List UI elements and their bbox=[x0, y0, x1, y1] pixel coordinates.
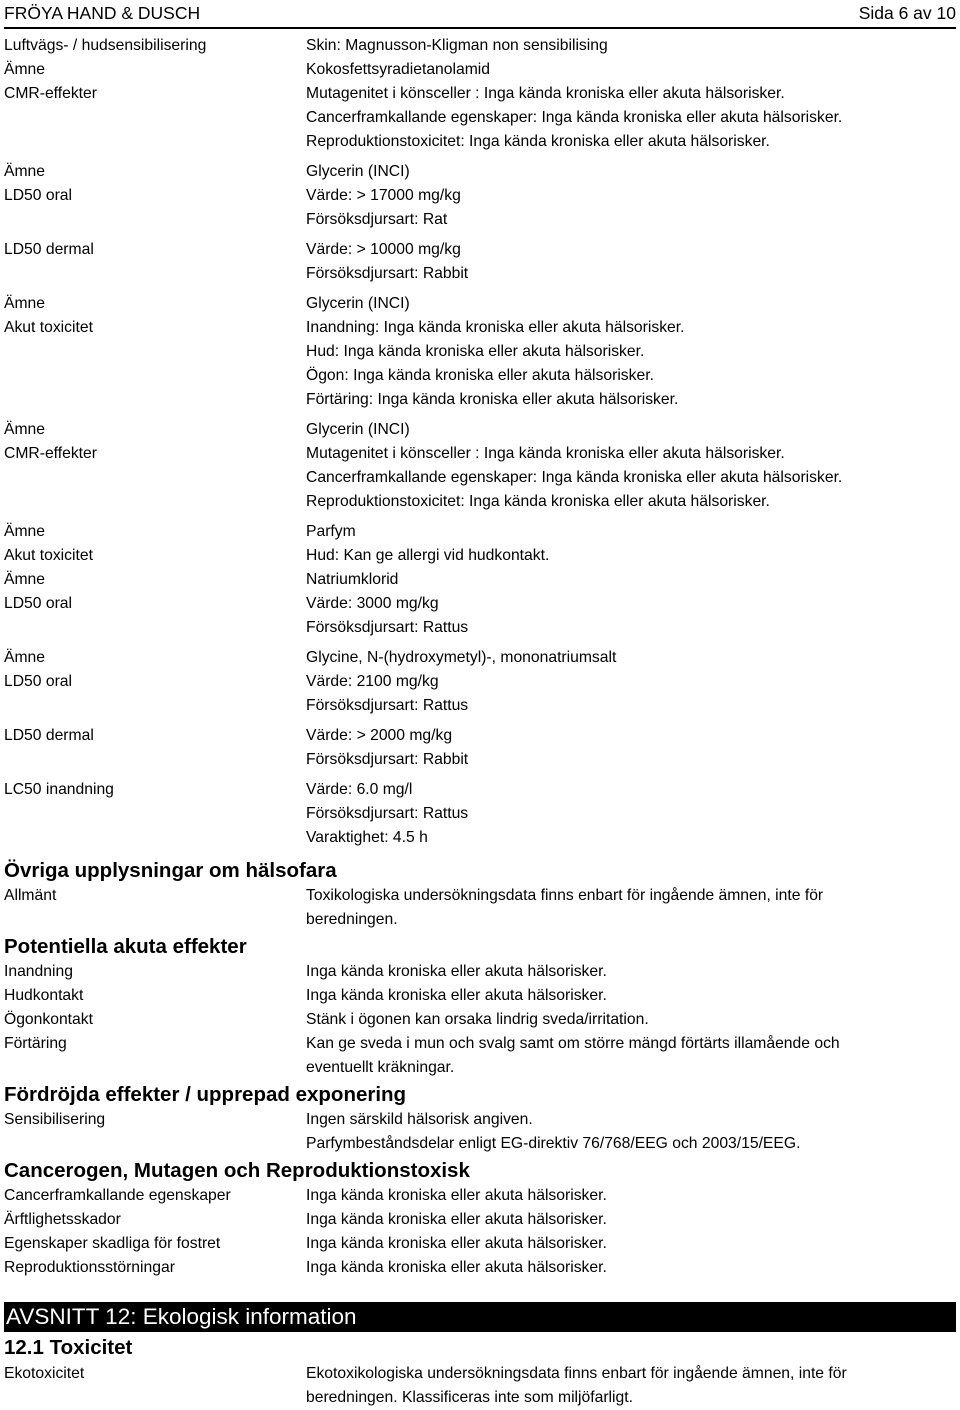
row-value-line: Reproduktionstoxicitet: Inga kända kroniska eller akuta hälsorisker. bbox=[306, 133, 770, 150]
row-value-line: Värde: > 10000 mg/kg bbox=[306, 241, 461, 258]
data-row bbox=[4, 670, 956, 718]
row-label: Cancerframkallande egenskaper bbox=[4, 1187, 231, 1204]
row-value-line: Ögon: Inga kända kroniska eller akuta hälsorisker. bbox=[306, 367, 654, 384]
row-label: Förtäring bbox=[4, 1035, 67, 1052]
row-label: CMR-effekter bbox=[4, 85, 97, 102]
row-value-line: Ekotoxikologiska undersökningsdata finns enbart för ingående ämnen, inte för bbox=[306, 1365, 847, 1382]
section-12-1-title: 12.1 Toxicitet bbox=[4, 1336, 133, 1359]
data-row bbox=[4, 58, 956, 82]
row-values bbox=[306, 1362, 956, 1410]
row-label: Ekotoxicitet bbox=[4, 1365, 85, 1382]
row-label: Ämne bbox=[4, 649, 45, 666]
section-heading-ovriga: Övriga upplysningar om hälsofara bbox=[4, 859, 337, 882]
row-value-line: Inga kända kroniska eller akuta hälsorisker. bbox=[306, 1187, 607, 1204]
row-value-line: Mutagenitet i könsceller : Inga kända kroniska eller akuta hälsorisker. bbox=[306, 445, 785, 462]
row-values bbox=[306, 1032, 956, 1080]
data-row bbox=[4, 1362, 956, 1410]
row-values bbox=[306, 1256, 956, 1280]
row-value-line: Inandning: Inga kända kroniska eller akuta hälsorisker. bbox=[306, 319, 685, 336]
row-value-line: Hud: Inga kända kroniska eller akuta hälsorisker. bbox=[306, 343, 645, 360]
data-row bbox=[4, 568, 956, 592]
row-values bbox=[306, 960, 956, 984]
row-values bbox=[306, 34, 956, 58]
row-value-line: Varaktighet: 4.5 h bbox=[306, 829, 428, 846]
row-value-line: Försöksdjursart: Rattus bbox=[306, 805, 469, 822]
data-row bbox=[4, 544, 956, 568]
data-row bbox=[4, 960, 956, 984]
row-values bbox=[306, 568, 956, 592]
row-label: Ämne bbox=[4, 421, 45, 438]
row-values bbox=[306, 1232, 956, 1256]
row-value-line: Mutagenitet i könsceller : Inga kända kroniska eller akuta hälsorisker. bbox=[306, 85, 785, 102]
row-values bbox=[306, 984, 956, 1008]
row-label: Ämne bbox=[4, 61, 45, 78]
row-label: LD50 oral bbox=[4, 595, 73, 612]
row-label: LD50 dermal bbox=[4, 241, 94, 258]
row-values bbox=[306, 724, 956, 772]
row-value-line: Värde: 2100 mg/kg bbox=[306, 673, 439, 690]
row-values bbox=[306, 670, 956, 718]
document-body bbox=[4, 34, 956, 1410]
data-row bbox=[4, 1208, 956, 1232]
row-values bbox=[306, 520, 956, 544]
row-values bbox=[306, 884, 956, 932]
row-values bbox=[306, 238, 956, 286]
row-value-line: Natriumklorid bbox=[306, 571, 399, 588]
data-row bbox=[4, 1008, 956, 1032]
row-label: Luftvägs- / hudsensibilisering bbox=[4, 37, 207, 54]
row-value-line: Glycine, N-(hydroxymetyl)-, mononatriumsalt bbox=[306, 649, 617, 666]
row-values bbox=[306, 778, 956, 850]
row-label: LC50 inandning bbox=[4, 781, 114, 798]
row-values bbox=[306, 544, 956, 568]
akuta-table bbox=[4, 960, 956, 1080]
row-label: Allmänt bbox=[4, 887, 57, 904]
row-value-line: Inga kända kroniska eller akuta hälsorisker. bbox=[306, 987, 607, 1004]
toxicology-table bbox=[4, 34, 956, 856]
row-values bbox=[306, 592, 956, 640]
row-value-line: Cancerframkallande egenskaper: Inga kända kroniska eller akuta hälsorisker. bbox=[306, 109, 843, 126]
row-value-line: Hud: Kan ge allergi vid hudkontakt. bbox=[306, 547, 550, 564]
row-value-line: beredningen. Klassificeras inte som miljöfarligt. bbox=[306, 1389, 633, 1406]
row-value-line: Inga kända kroniska eller akuta hälsorisker. bbox=[306, 1211, 607, 1228]
row-label: Ärftlighetsskador bbox=[4, 1211, 121, 1228]
data-row bbox=[4, 1256, 956, 1280]
row-value-line: Cancerframkallande egenskaper: Inga kända kroniska eller akuta hälsorisker. bbox=[306, 469, 843, 486]
ovriga-table bbox=[4, 884, 956, 932]
row-value-line: Försöksdjursart: Rabbit bbox=[306, 751, 469, 768]
data-row bbox=[4, 418, 956, 442]
row-values bbox=[306, 442, 956, 514]
page-number: Sida 6 av 10 bbox=[858, 3, 956, 23]
section-12-title: AVSNITT 12: Ekologisk information bbox=[4, 1302, 956, 1332]
data-row bbox=[4, 1108, 956, 1156]
row-label: LD50 oral bbox=[4, 673, 73, 690]
section-heading-fordrojda: Fördröjda effekter / upprepad exponering bbox=[4, 1083, 407, 1106]
row-value-line: Försöksdjursart: Rabbit bbox=[306, 265, 469, 282]
row-value-line: Stänk i ögonen kan orsaka lindrig sveda/irritation. bbox=[306, 1011, 649, 1028]
data-row bbox=[4, 724, 956, 772]
row-label: Egenskaper skadliga för fostret bbox=[4, 1235, 221, 1252]
row-value-line: Toxikologiska undersökningsdata finns enbart för ingående ämnen, inte för bbox=[306, 887, 824, 904]
fordrojda-table bbox=[4, 1108, 956, 1156]
row-label: LD50 dermal bbox=[4, 727, 94, 744]
row-label: Hudkontakt bbox=[4, 987, 84, 1004]
section-heading-akuta: Potentiella akuta effekter bbox=[4, 935, 247, 958]
row-value-line: Kan ge sveda i mun och svalg samt om större mängd förtärts illamående och bbox=[306, 1035, 840, 1052]
row-label: Inandning bbox=[4, 963, 73, 980]
row-value-line: Förtäring: Inga kända kroniska eller akuta hälsorisker. bbox=[306, 391, 679, 408]
row-value-line: Inga kända kroniska eller akuta hälsorisker. bbox=[306, 1259, 607, 1276]
data-row bbox=[4, 778, 956, 850]
row-values bbox=[306, 1108, 956, 1156]
ecotox-table bbox=[4, 1362, 956, 1410]
row-label: LD50 oral bbox=[4, 187, 73, 204]
data-row bbox=[4, 1184, 956, 1208]
row-value-line: Glycerin (INCI) bbox=[306, 295, 410, 312]
row-value-line: Parfym bbox=[306, 523, 356, 540]
row-value-line: Värde: > 17000 mg/kg bbox=[306, 187, 461, 204]
product-name: FRÖYA HAND & DUSCH bbox=[4, 3, 201, 23]
row-label: Reproduktionsstörningar bbox=[4, 1259, 175, 1276]
data-row bbox=[4, 82, 956, 154]
row-values bbox=[306, 58, 956, 82]
row-values bbox=[306, 646, 956, 670]
data-row bbox=[4, 520, 956, 544]
row-values bbox=[306, 292, 956, 316]
row-value-line: Reproduktionstoxicitet: Inga kända kroniska eller akuta hälsorisker. bbox=[306, 493, 770, 510]
row-value-line: Parfymbeståndsdelar enligt EG-direktiv 76/768/EEG och 2003/15/EEG. bbox=[306, 1135, 801, 1152]
row-value-line: Värde: 3000 mg/kg bbox=[306, 595, 439, 612]
row-label: Sensibilisering bbox=[4, 1111, 106, 1128]
row-value-line: Ingen särskild hälsorisk angiven. bbox=[306, 1111, 533, 1128]
row-values bbox=[306, 1208, 956, 1232]
row-values bbox=[306, 82, 956, 154]
data-row bbox=[4, 592, 956, 640]
row-values bbox=[306, 1184, 956, 1208]
row-values bbox=[306, 418, 956, 442]
data-row bbox=[4, 1032, 956, 1080]
data-row bbox=[4, 160, 956, 184]
row-value-line: Inga kända kroniska eller akuta hälsorisker. bbox=[306, 1235, 607, 1252]
data-row bbox=[4, 984, 956, 1008]
data-row bbox=[4, 1232, 956, 1256]
row-value-line: beredningen. bbox=[306, 911, 398, 928]
page-header bbox=[4, 3, 956, 29]
row-label: Ämne bbox=[4, 163, 45, 180]
row-value-line: Försöksdjursart: Rattus bbox=[306, 619, 469, 636]
row-label: Ögonkontakt bbox=[4, 1011, 93, 1028]
row-label: Akut toxicitet bbox=[4, 547, 93, 564]
row-label: CMR-effekter bbox=[4, 445, 97, 462]
row-value-line: Värde: 6.0 mg/l bbox=[306, 781, 413, 798]
row-value-line: eventuellt kräkningar. bbox=[306, 1059, 455, 1076]
data-row bbox=[4, 238, 956, 286]
data-row bbox=[4, 442, 956, 514]
row-values bbox=[306, 316, 956, 412]
data-row bbox=[4, 292, 956, 316]
row-label: Ämne bbox=[4, 571, 45, 588]
row-value-line: Försöksdjursart: Rattus bbox=[306, 697, 469, 714]
cmr-table bbox=[4, 1184, 956, 1280]
row-value-line: Inga kända kroniska eller akuta hälsorisker. bbox=[306, 963, 607, 980]
row-value-line: Värde: > 2000 mg/kg bbox=[306, 727, 453, 744]
row-value-line: Kokosfettsyradietanolamid bbox=[306, 61, 490, 78]
row-label: Ämne bbox=[4, 523, 45, 540]
row-label: Ämne bbox=[4, 295, 45, 312]
data-row bbox=[4, 646, 956, 670]
data-row bbox=[4, 316, 956, 412]
row-value-line: Glycerin (INCI) bbox=[306, 163, 410, 180]
data-row bbox=[4, 884, 956, 932]
data-row bbox=[4, 184, 956, 232]
row-values bbox=[306, 184, 956, 232]
section-heading-cmr: Cancerogen, Mutagen och Reproduktionstoxisk bbox=[4, 1159, 470, 1182]
row-value-line: Försöksdjursart: Rat bbox=[306, 211, 448, 228]
data-row bbox=[4, 34, 956, 58]
row-values bbox=[306, 1008, 956, 1032]
row-values bbox=[306, 160, 956, 184]
row-label: Akut toxicitet bbox=[4, 319, 93, 336]
row-value-line: Glycerin (INCI) bbox=[306, 421, 410, 438]
row-value-line: Skin: Magnusson-Kligman non sensibilising bbox=[306, 37, 608, 54]
